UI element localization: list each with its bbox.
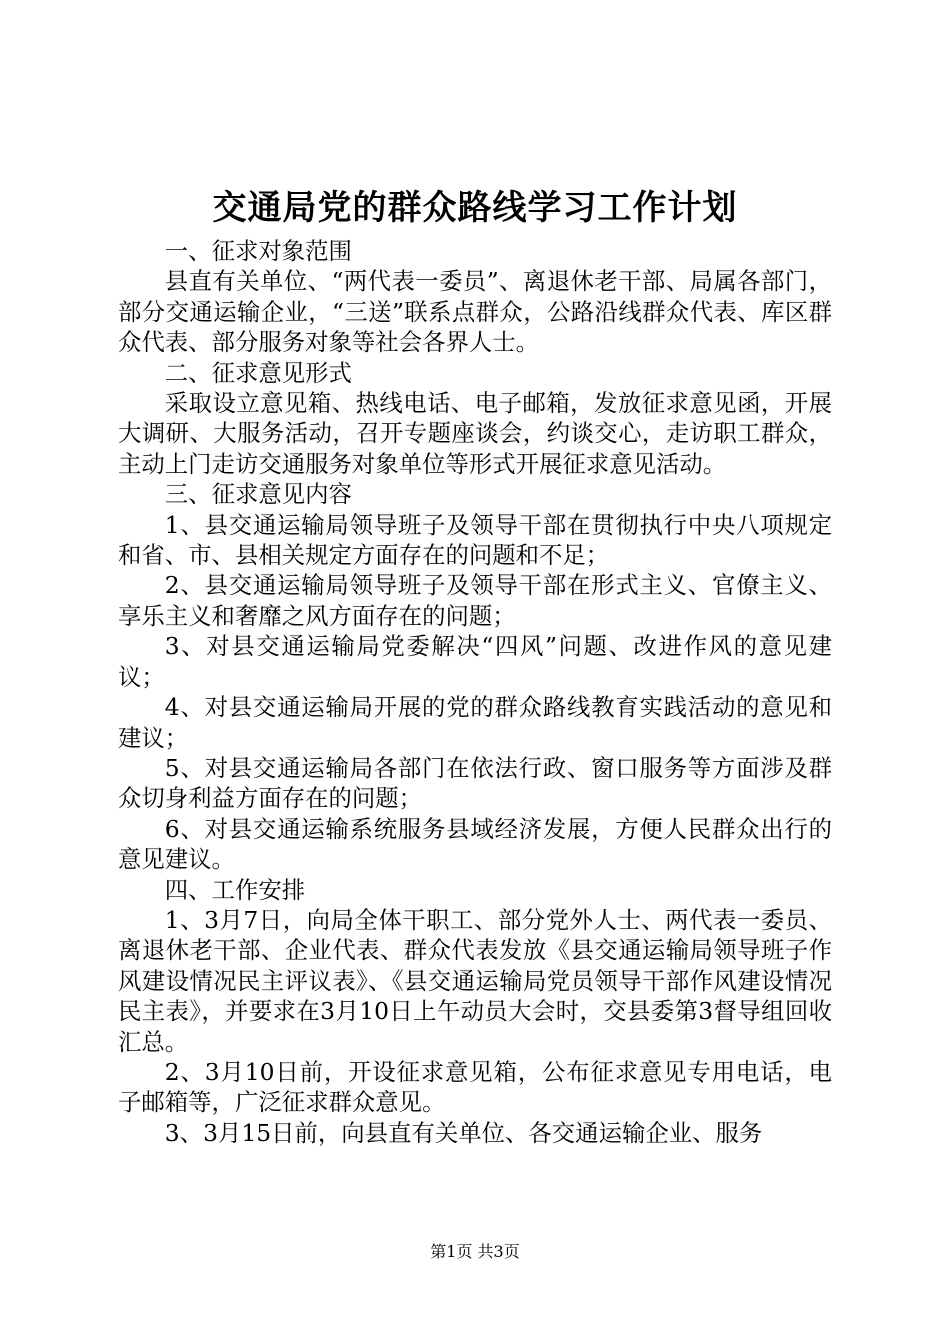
section-heading: 四、工作安排 bbox=[164, 875, 306, 904]
list-item: 3、对县交通运输局党委解决“四风”问题、改进作风的意见建议； bbox=[118, 632, 832, 691]
list-item: 6、对县交通运输系统服务县域经济发展，方便人民群众出行的意见建议。 bbox=[118, 814, 832, 874]
list-item: 5、对县交通运输局各部门在依法行政、窗口服务等方面涉及群众切身利益方面存在的问题； bbox=[118, 753, 832, 813]
section-heading: 三、征求意见内容 bbox=[164, 480, 352, 509]
list-item: 1、县交通运输局领导班子及领导干部在贯彻执行中央八项规定和省、市、县相关规定方面存在的问题和不足； bbox=[118, 510, 832, 570]
document-title: 交通局党的群众路线学习工作计划 bbox=[212, 188, 738, 228]
list-item: 2、县交通运输局领导班子及领导干部在形式主义、官僚主义、享乐主义和奢靡之风方面存在的问题； bbox=[118, 571, 832, 630]
list-item: 2、3月10日前，开设征求意见箱，公布征求意见专用电话，电子邮箱等，广泛征求群众意见。 bbox=[118, 1057, 832, 1117]
paragraph: 采取设立意见箱、热线电话、电子邮箱，发放征求意见函，开展大调研、大服务活动，召开专题座谈会，约谈交心，走访职工群众，主动上门走访交通服务对象单位等形式开展征求意见活动。 bbox=[118, 389, 832, 478]
document-body bbox=[118, 236, 832, 1148]
list-item: 1、3月7日，向局全体干职工、部分党外人士、两代表一委员、离退休老干部、企业代表、群众代表发放《县交通运输局领导班子作风建设情况民主评议表》、《县交通运输局党员领导干部作风建设情况民主表》，并要求在3月10日上午动员大会时，交县委第3督导组回收汇总。 bbox=[118, 905, 832, 1056]
paragraph: 县直有关单位、“两代表一委员”、离退休老干部、局属各部门，部分交通运输企业，“三送”联系点群众，公路沿线群众代表、库区群众代表、部分服务对象等社会各界人士。 bbox=[118, 267, 832, 357]
section-heading: 一、征求对象范围 bbox=[164, 237, 352, 265]
page-footer: 第1页 共3页 bbox=[430, 1242, 520, 1261]
list-item: 3、3月15日前，向县直有关单位、各交通运输企业、服务 bbox=[164, 1118, 763, 1147]
section-heading: 二、征求意见形式 bbox=[164, 358, 352, 387]
list-item: 4、对县交通运输局开展的党的群众路线教育实践活动的意见和建议； bbox=[118, 693, 832, 752]
